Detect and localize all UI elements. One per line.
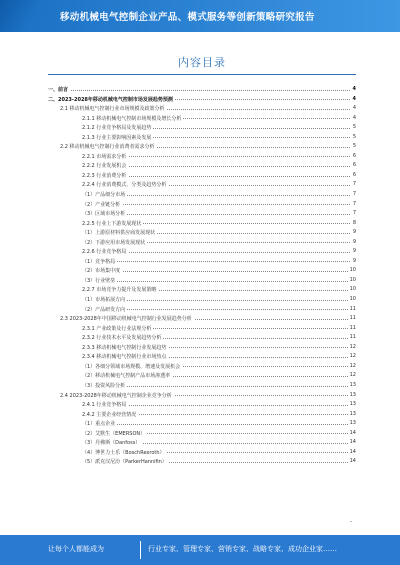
toc-page-number: 4 (352, 114, 356, 121)
toc-entry-text: 2.1.2 行业竞争格局及发展趋势 (82, 125, 152, 132)
report-header (0, 0, 400, 32)
toc-entry-text: （1）上游原材料供应商发展现状 (82, 230, 156, 237)
toc-entry-text: （1）市场拓展方向 (82, 297, 126, 304)
toc-entry-text: （2）下游应用市场发展现状 (82, 239, 146, 246)
toc-entry[interactable] (48, 437, 356, 447)
toc-page-number: 9 (352, 238, 356, 245)
toc-entry-text: （5）派克汉尼汾（ParkerHannifin） (82, 459, 167, 466)
toc-page-number: 14 (349, 458, 356, 465)
toc-page-number: 12 (349, 353, 356, 360)
toc-entry-text: （2）产品研发方向 (82, 306, 126, 313)
toc-entry-text: 2.3.1 产业政策及行业法规分析 (82, 325, 152, 332)
toc-entry-text: 2.2.5 行业上下游发展现状 (82, 220, 142, 227)
toc-entry-text: 2.2.2 行业发展机会 (82, 163, 127, 170)
toc-leader-dots (82, 271, 350, 272)
toc-entry-text: 2.3.2 行业技术水平及发展趋势分析 (82, 335, 162, 342)
toc-entry[interactable] (48, 94, 356, 104)
toc-entry[interactable] (48, 351, 356, 361)
toc-entry[interactable] (48, 399, 356, 409)
toc-entry[interactable] (48, 160, 356, 170)
toc-entry-text: （3）区域市场分析 (82, 211, 126, 218)
toc-page-number: 12 (349, 362, 356, 369)
toc-page-number: 10 (349, 296, 356, 303)
toc-entry[interactable] (48, 170, 356, 180)
toc-entry[interactable] (48, 84, 356, 94)
toc-entry-text: 2.1.3 行业主要影响因素及发展 (82, 134, 152, 141)
toc-page-number: 13 (349, 401, 356, 408)
toc-leader-dots (82, 261, 350, 262)
toc-entry[interactable] (48, 179, 356, 189)
toc-entry-text: 2.1.1 移动机械电气控制市场规模及增长分析 (82, 115, 182, 122)
toc-entry[interactable] (48, 141, 356, 151)
toc-entry-text: 2.2.7 市场竞争力提升及发展策略 (82, 287, 157, 294)
toc-page-number: 8 (352, 219, 356, 226)
toc-entry[interactable] (48, 332, 356, 342)
toc-entry[interactable] (48, 218, 356, 228)
toc-page-number: 11 (349, 334, 356, 341)
toc-page-number: 7 (352, 200, 356, 207)
toc-entry-text: 2.4.1 行业竞争格局 (82, 402, 127, 409)
toc-page-number: 6 (352, 162, 356, 169)
toc-entry[interactable] (48, 456, 356, 466)
toc-entry[interactable] (48, 294, 356, 304)
toc-entry[interactable] (48, 284, 356, 294)
toc-entry[interactable] (48, 313, 356, 323)
toc-page-number: 10 (349, 276, 356, 283)
toc-entry[interactable] (48, 113, 356, 123)
toc-page-number: 13 (349, 381, 356, 388)
toc-page-number: 13 (349, 410, 356, 417)
toc-entry[interactable] (48, 409, 356, 419)
header-decoration (0, 0, 55, 32)
toc-entry[interactable] (48, 380, 356, 390)
toc-title: 内容目录 (178, 56, 226, 69)
toc-entry[interactable] (48, 132, 356, 142)
toc-entry-text: （2）产业链分析 (82, 201, 121, 208)
report-title: 移动机械电气控制企业产品、模式服务等创新策略研究报告 (60, 12, 315, 23)
footer-banner (0, 535, 400, 565)
toc-entry-text: （2）移动机械电气控制产品市场渗透率 (82, 373, 171, 380)
toc-entry[interactable] (48, 370, 356, 380)
toc-page-number: 12 (349, 343, 356, 350)
toc-entry-text: （2）艾默生（EMERSON） (82, 430, 146, 437)
toc-entry-text: 2.2.1 市场需求分析 (82, 153, 127, 160)
toc-leader-dots (48, 90, 350, 91)
toc-entry-text: （3）丹佛斯（Danfoss） (82, 440, 141, 447)
toc-entry-text: （1）产品细分市场 (82, 192, 126, 199)
toc-entry-text: 2.3.4 移动机械电气控制行业市场热点 (82, 354, 167, 361)
toc-entry[interactable] (48, 304, 356, 314)
toc-entry[interactable] (48, 208, 356, 218)
toc-entry-text: （4）博世力士乐（BoschRexroth） (82, 449, 165, 456)
toc-page-number: 7 (352, 191, 356, 198)
toc-entry[interactable] (48, 256, 356, 266)
toc-page-number: 10 (349, 267, 356, 274)
toc-page-number: 14 (349, 448, 356, 455)
toc-entry-text: 2.2.3 行业消费分析 (82, 172, 127, 179)
toc-page-number: 5 (352, 124, 356, 131)
toc-entry[interactable] (48, 428, 356, 438)
toc-page-number: 13 (349, 420, 356, 427)
toc-page-number: 9 (352, 229, 356, 236)
toc-page-number: 14 (349, 439, 356, 446)
toc-entry[interactable] (48, 275, 356, 285)
toc-entry[interactable] (48, 361, 356, 371)
toc-page-number: 12 (349, 372, 356, 379)
toc-entry-text: 2.2.6 行业竞争格局 (82, 249, 127, 256)
toc-entry-text: 2.1 移动机械电气控制行业市场规模及政策分析 (60, 106, 165, 113)
toc-entry[interactable] (48, 342, 356, 352)
toc-title-rule (48, 74, 356, 75)
toc-entry-text: 二、2023-2028年移动机械电气控制市场发展趋势预测 (48, 96, 173, 103)
toc-page-number: 5 (352, 133, 356, 140)
toc-entry-text: （2）市场集中度 (82, 268, 121, 275)
toc-entry[interactable] (48, 390, 356, 400)
toc-entry[interactable] (48, 151, 356, 161)
toc-entry-text: 2.2 移动机械电气控制行业消费者需求分析 (60, 144, 155, 151)
toc-leader-dots (82, 281, 350, 282)
toc-page-number: 6 (352, 171, 356, 178)
toc-page-number: 4 (352, 86, 356, 92)
toc-entry-text: 2.4 2023-2028年移动机械电气控制企业竞争分析 (60, 392, 172, 399)
footer-divider (140, 541, 141, 559)
toc-entry-text: 2.3 2023-2028年中国移动机械电气控制行业发展趋势分析 (60, 316, 192, 323)
toc-page-number: 11 (349, 324, 356, 331)
toc-entry[interactable] (48, 103, 356, 113)
toc-entry[interactable] (48, 246, 356, 256)
toc-entry-text: 2.4.2 主要企业经营情况 (82, 411, 137, 418)
toc-page-number: 7 (352, 210, 356, 217)
toc-entry[interactable] (48, 227, 356, 237)
toc-entry-text: 一、前言 (48, 87, 69, 93)
toc-entry[interactable] (48, 323, 356, 333)
toc-leader-dots (82, 424, 350, 425)
toc-list (48, 84, 356, 466)
toc-page-number: 9 (352, 248, 356, 255)
toc-entry[interactable] (48, 418, 356, 428)
toc-page-number: 4 (352, 105, 356, 112)
toc-page-number: 14 (349, 429, 356, 436)
toc-leader-dots (82, 204, 350, 205)
toc-page-number: 11 (349, 305, 356, 312)
toc-entry[interactable] (48, 447, 356, 457)
toc-page-number: 9 (352, 257, 356, 264)
toc-page-number: 13 (349, 391, 356, 398)
toc-entry-text: （3）行业壁垒 (82, 277, 116, 284)
toc-entry-text: （3）投资风险分析 (82, 382, 126, 389)
toc-page-number: 5 (352, 143, 356, 150)
toc-page-number: 4 (352, 95, 356, 102)
toc-entry-text: （1）竞争格局 (82, 258, 116, 265)
toc-page-number: 7 (352, 181, 356, 188)
toc-entry[interactable] (48, 122, 356, 132)
toc-entry[interactable] (48, 265, 356, 275)
toc-entry-text: 2.2.4 行业消费模式、分类及趋势分析 (82, 182, 167, 189)
toc-entry-text: （1）各细分领域市场规模、增速及发展机会 (82, 363, 181, 370)
toc-entry-text: 2.3.3 移动机械电气控制行业发展趋势 (82, 344, 167, 351)
toc-entry[interactable] (48, 237, 356, 247)
toc-entry[interactable] (48, 189, 356, 199)
toc-page-number: 6 (352, 152, 356, 159)
footer-slogan-right: 行业专家、管理专家、营销专家、战略专家、成功企业家…… (148, 545, 337, 553)
toc-page-number: 10 (349, 286, 356, 293)
page-dash: - (350, 518, 353, 525)
toc-page-number: 11 (349, 315, 356, 322)
toc-entry-text: （1）重点企业 (82, 421, 116, 428)
toc-entry[interactable] (48, 199, 356, 209)
footer-slogan-left: 让每个人都能成为 (48, 545, 104, 553)
